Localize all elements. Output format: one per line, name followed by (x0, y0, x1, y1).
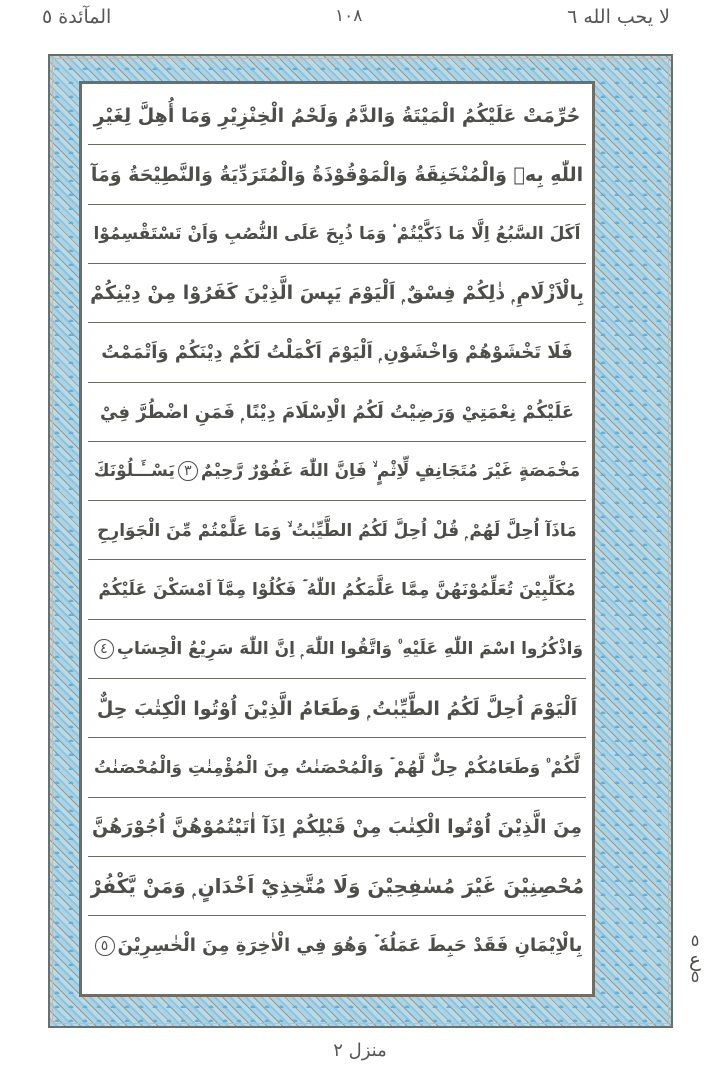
verse-line (90, 798, 584, 857)
verse-text: اَكَلَ السَّبُعُ اِلَّا مَا ذَكَّيْتُمْ ۟ وَمَا ذُبِحَ عَلَى النُّصُبِ وَاَنْ تَسْتَقْسِمُوْا (93, 224, 581, 245)
verse-line (90, 86, 584, 145)
verse-text: مَخْمَصَةٍ غَيْرَ مُتَجَانِفٍ لِّاِثْمٍ ۙ فَاِنَّ اللّٰهَ غَفُوْرٌ رَّحِيْمٌ (200, 461, 581, 482)
verse-text: فَلَا تَخْشَوْهُمْ وَاخْشَوْنِ ۭ اَلْيَوْمَ اَكْمَلْتُ لَكُمْ دِيْنَكُمْ وَاَتْمَمْتُ (101, 342, 573, 364)
verse-line (90, 738, 584, 797)
manzil-footer: منزل ٢ (333, 1040, 387, 1061)
verse-line (90, 383, 584, 442)
juz-name-header: لا يحب الله ٦ (567, 6, 670, 28)
text-panel (79, 81, 595, 997)
verse-line (90, 560, 584, 619)
ruku-symbol: ع (689, 947, 701, 971)
verse-line (90, 501, 584, 560)
verse-line (90, 857, 584, 916)
verse-line (90, 264, 584, 323)
surah-name-header: المآئدة ٥ (42, 6, 112, 28)
verse-text: لَّكُمْ ۠ وَطَعَامُكُمْ حِلٌّ لَّهُمْ ۡ وَالْمُحْصَنٰتُ مِنَ الْمُؤْمِنٰتِ وَالْمُحْصَنٰتُ (94, 757, 580, 778)
verse-text: اَلْيَوْمَ اُحِلَّ لَكُمُ الطَّيِّبٰتُ ۭ وَطَعَامُ الَّذِيْنَ اُوْتُوا الْكِتٰبَ حِلٌّ (96, 697, 578, 720)
ruku-number-top: ٥ (690, 931, 700, 950)
verse-text: مُكَلِّبِيْنَ تُعَلِّمُوْنَهُنَّ مِمَّا عَلَّمَكُمُ اللّٰهُ ۡ فَكُلُوْا مِمَّآ اَمْسَكْنَ عَلَيْكُمْ (98, 579, 576, 600)
verse-text: مِنَ الَّذِيْنَ اُوْتُوا الْكِتٰبَ مِنْ قَبْلِكُمْ اِذَآ اٰتَيْتُمُوْهُنَّ اُجُوْرَهُنَّ (91, 816, 583, 839)
ayah-number-marker: ٣ (178, 461, 198, 481)
verse-text: اللّٰهِ بِهٖ وَالْمُنْخَنِقَةُ وَالْمَوْقُوْذَةُ وَالْمُتَرَدِّيَةُ وَالنَّطِيْحَةُ وَمَآ (90, 163, 584, 186)
verse-line (90, 145, 584, 204)
verse-text: مَاذَآ اُحِلَّ لَهُمْ ۭ قُلْ اُحِلَّ لَكُمُ الطَّيِّبٰتُ ۙ وَمَا عَلَّمْتُمْ مِّنَ الْجَوَارِحِ (97, 520, 577, 541)
verse-line (90, 442, 584, 501)
verse-line (90, 679, 584, 738)
ruku-number-bottom: ٥ (690, 967, 700, 986)
verse-text: بِالْاَزْلَامِ ۭ ذٰلِكُمْ فِسْقٌ ۭ اَلْيَوْمَ يَىِٕسَ الَّذِيْنَ كَفَرُوْا مِنْ دِيْنِكُمْ (90, 282, 584, 305)
verse-line (90, 916, 584, 975)
verse-line (90, 323, 584, 382)
verse-text: عَلَيْكُمْ نِعْمَتِيْ وَرَضِيْتُ لَكُمُ الْاِسْلَامَ دِيْنًا ۭ فَمَنِ اضْطُرَّ فِيْ (99, 401, 575, 423)
verse-text: وَاذْكُرُوا اسْمَ اللّٰهِ عَلَيْهِ ۠ وَاتَّقُوا اللّٰهَ ۭ اِنَّ اللّٰهَ سَرِيْعُ الْحِسَابِ (116, 639, 584, 660)
verse-text: حُرِّمَتْ عَلَيْكُمُ الْمَيْتَةُ وَالدَّمُ وَلَحْمُ الْخِنْزِيْرِ وَمَا أُهِلَّ لِغَيْرِ (93, 104, 581, 127)
verse-text: مُحْصِنِيْنَ غَيْرَ مُسٰفِحِيْنَ وَلَا مُتَّخِذِيْٓ اَخْدَانٍ ۭ وَمَنْ يَّكْفُرْ (90, 874, 584, 899)
verse-text-continued: يَسْــَٔـلُوْنَكَ (93, 461, 175, 482)
verse-line (90, 620, 584, 679)
verse-line (90, 205, 584, 264)
page-number: ١٠٨ (335, 6, 363, 26)
ayah-number-marker: ٥ (95, 936, 115, 956)
verse-text: بِالْاِيْمَانِ فَقَدْ حَبِطَ عَمَلُهٗ ۡ وَهُوَ فِي الْاٰخِرَةِ مِنَ الْخٰسِرِيْنَ (117, 935, 583, 957)
ruku-marker (682, 932, 708, 986)
ayah-number-marker: ٤ (94, 639, 114, 659)
